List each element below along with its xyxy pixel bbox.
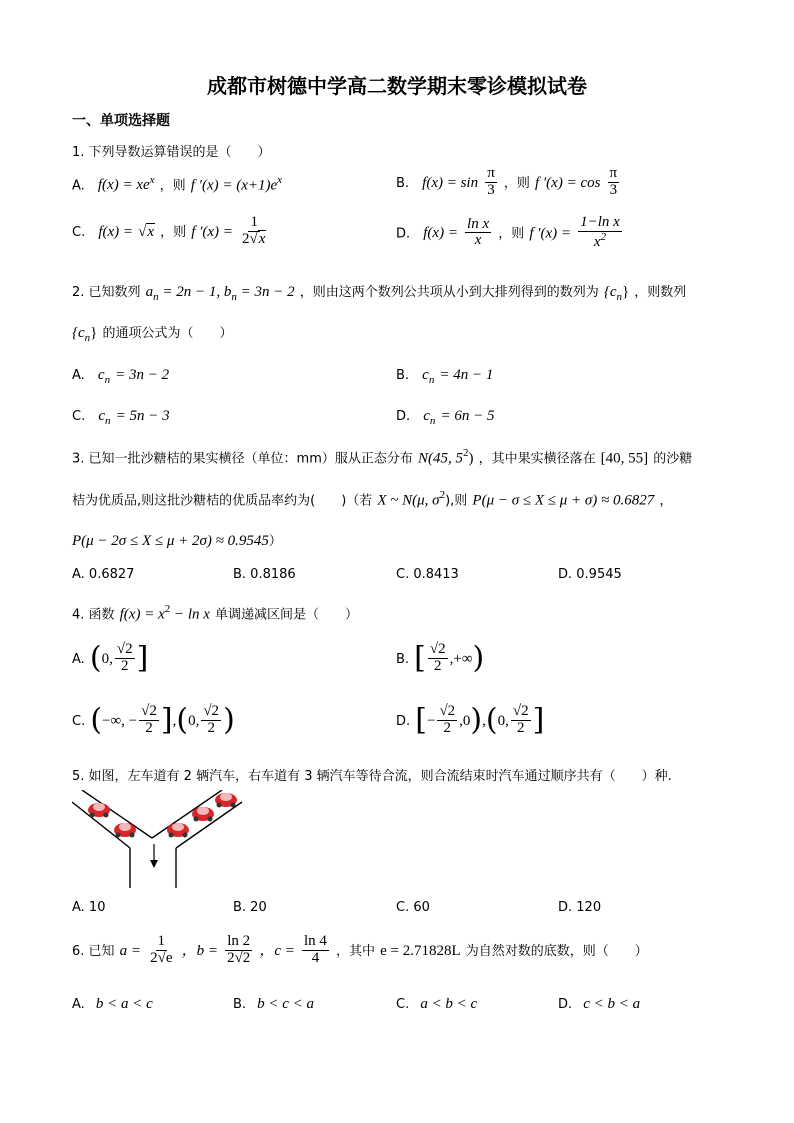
denominator: 3	[609, 181, 618, 198]
numerator: ln 4	[304, 933, 327, 949]
numerator: 1	[157, 933, 166, 949]
q4-option-a: A. (0, $\frac{√2}{2}$ ]	[72, 640, 149, 676]
car-icon	[215, 793, 237, 808]
text: ，则	[498, 226, 525, 242]
question-4-stem	[72, 603, 358, 623]
text: 6. 已知	[72, 943, 115, 959]
q1-option-c: C. f(x) = √x ，则 f ′(x) = $\frac{1}{2√x}$	[72, 215, 270, 248]
option-label: D.	[396, 409, 411, 424]
math: − ln x	[170, 606, 210, 623]
denominator: 2√e	[150, 949, 173, 966]
denominator: 2	[145, 719, 153, 736]
math: P(μ − σ ≤ X ≤ μ + σ) ≈ 0.6827	[472, 492, 655, 509]
math: f(x) =	[98, 223, 133, 240]
sup: 2	[164, 603, 171, 615]
sub: n	[231, 291, 237, 304]
q1-option-a	[72, 174, 282, 194]
car-icon	[88, 803, 110, 818]
text: 的沙糖	[653, 451, 693, 467]
q1-option-d	[396, 215, 624, 251]
math: c	[423, 408, 430, 424]
sqrt: x	[258, 230, 266, 247]
option-label: B.	[396, 368, 410, 383]
text: ，	[659, 493, 673, 509]
math: f(x) = x	[119, 606, 165, 623]
question-1-stem: 1. 下列导数运算错误的是（ ）	[72, 145, 271, 160]
text: 为自然对数的底数，则（ ）	[465, 943, 648, 959]
math: P(μ − 2σ ≤ X ≤ μ + 2σ) ≈ 0.9545	[72, 533, 269, 549]
option-label: B.	[396, 175, 410, 191]
denominator: 4	[311, 949, 320, 966]
text: 4. 函数	[72, 607, 115, 623]
numerator: √2	[116, 641, 133, 657]
numerator: π	[609, 165, 618, 181]
math: a < b < c	[420, 996, 478, 1012]
denominator: 2	[443, 719, 452, 736]
math: }	[622, 284, 630, 300]
fraction	[437, 704, 457, 737]
fraction	[115, 642, 135, 675]
q6-option-d	[558, 993, 640, 1013]
sub: n	[616, 291, 622, 304]
math: f ′(x) =	[191, 223, 233, 240]
text: 2. 已知数列	[72, 285, 141, 300]
den-x: x	[593, 233, 601, 250]
text: 单调递减区间是（ ）	[215, 607, 359, 623]
text: ，则由这两个数列公共项从小到大排列得到的数列为	[299, 285, 599, 300]
page-title: 成都市树德中学高二数学期末零诊模拟试卷	[207, 74, 587, 98]
math: )	[468, 450, 474, 467]
numerator: √2	[203, 703, 220, 719]
option-label: C.	[72, 409, 86, 424]
math: = 5n − 3	[115, 408, 170, 424]
q6-option-b	[233, 993, 314, 1013]
option-label: C.	[72, 224, 86, 240]
text: ，则	[503, 175, 530, 191]
math: −	[426, 712, 436, 729]
sup: x	[149, 174, 155, 186]
numerator: √2	[141, 703, 157, 719]
question-2-line1	[72, 281, 686, 303]
math: = 4n − 1	[439, 367, 494, 383]
question-6-stem	[72, 934, 648, 967]
question-3-line3	[72, 530, 282, 550]
q6-option-c	[396, 993, 477, 1013]
sub: n	[429, 415, 436, 428]
denominator: 2√x	[242, 230, 266, 247]
question-2-line2	[72, 322, 232, 344]
q4-option-c: C. (−∞, − $\frac{√2}{2}$ ],(0, $\frac{√2}{2}$ )	[72, 702, 235, 738]
math: a	[145, 284, 154, 300]
fraction	[148, 934, 174, 967]
denominator: 2√2	[227, 949, 251, 966]
question-3-line2	[72, 489, 672, 509]
math: 0,	[101, 650, 113, 667]
sqrt: x	[147, 223, 154, 240]
math: X ~ N(μ, σ	[377, 492, 440, 509]
text: ),则	[445, 493, 468, 509]
q4-option-b: B. [ $\frac{√2}{2}$ ,+∞)	[396, 640, 485, 676]
math: c < b < a	[583, 996, 641, 1012]
fraction	[578, 215, 622, 251]
text: ，其中果实横径落在	[478, 451, 596, 467]
denominator: 2	[120, 657, 129, 674]
math: = 3n − 2	[236, 284, 295, 300]
math: c	[422, 367, 429, 383]
denominator	[592, 232, 608, 251]
math: ,+∞	[449, 650, 473, 667]
q2-option-d	[396, 405, 495, 427]
math: c	[97, 367, 105, 383]
math: f(x) = xe	[97, 177, 150, 194]
option-label: B.	[233, 997, 247, 1012]
math: b < c < a	[257, 996, 315, 1012]
text: ）	[268, 534, 282, 549]
numerator: √2	[429, 641, 446, 657]
math: f ′(x) = cos	[534, 174, 601, 191]
option-label: D.	[396, 226, 411, 242]
fraction	[465, 217, 491, 250]
option-label: C.	[72, 713, 86, 729]
option-label: D.	[558, 997, 573, 1012]
option-label: B.	[396, 651, 410, 667]
fraction	[240, 215, 268, 248]
sup: 2	[600, 230, 607, 243]
text: ，其中	[336, 943, 376, 959]
option-label: A.	[72, 178, 85, 194]
denominator: 3	[487, 181, 495, 198]
math: f(x) = sin	[422, 174, 479, 191]
numerator: 1	[250, 214, 258, 230]
math: ，c =	[259, 942, 295, 959]
numerator: 1−ln x	[580, 214, 620, 230]
question-5-stem: 5. 如图，左车道有 2 辆汽车，右车道有 3 辆汽车等待合流，则合流结束时汽车通过顺序共有（ ）种.	[72, 769, 672, 784]
math: b < a < c	[95, 996, 153, 1012]
math: = 6n − 5	[440, 408, 495, 424]
text: 桔为优质品,则这批沙糖桔的优质品率约为( )（若	[72, 493, 373, 509]
fraction	[139, 704, 159, 737]
car-icon	[192, 807, 214, 822]
q2-option-a	[72, 364, 169, 386]
numerator: ln x	[467, 215, 490, 232]
denominator: 2	[433, 657, 442, 674]
math: ，b =	[181, 942, 218, 959]
sub: n	[428, 374, 435, 387]
q3-option-d: D. 0.9545	[558, 567, 622, 582]
denominator: x	[474, 232, 482, 249]
math: {c	[603, 284, 617, 300]
car-icon	[167, 823, 189, 838]
fraction	[428, 642, 448, 675]
numerator: √2	[439, 703, 456, 719]
text: ，则数列	[634, 285, 687, 300]
text: ，则	[160, 224, 187, 240]
fraction	[201, 704, 221, 737]
math: = 3n − 2	[115, 367, 170, 383]
math: e = 2.71828L	[380, 942, 461, 959]
math: = 2n − 1, b	[158, 284, 232, 300]
fraction	[608, 166, 620, 199]
q5-option-b: B. 20	[233, 900, 267, 915]
math: {c	[72, 325, 85, 341]
denominator: 2	[207, 719, 215, 736]
merge-lanes-figure	[72, 790, 252, 890]
q6-option-a	[72, 993, 153, 1013]
math: f ′(x) = (x+1)e	[190, 177, 278, 194]
q2-option-c	[72, 405, 170, 427]
q5-option-a: A. 10	[72, 900, 106, 915]
math: N(45, 5	[417, 450, 463, 467]
q1-option-b	[396, 166, 621, 199]
q2-option-b	[396, 364, 493, 386]
math: c	[98, 408, 105, 424]
math: }	[90, 325, 98, 341]
sup: 2	[439, 489, 446, 501]
option-label: D.	[396, 713, 411, 729]
sub: n	[153, 291, 159, 304]
option-label: C.	[396, 997, 410, 1012]
sup: 2	[462, 447, 469, 459]
math: ,	[482, 712, 486, 729]
math: f ′(x) =	[529, 225, 572, 242]
math: ,	[172, 712, 177, 729]
q5-option-c: C. 60	[396, 900, 430, 915]
fraction	[485, 166, 497, 199]
math: a =	[119, 942, 142, 959]
den-2: 2	[242, 230, 250, 247]
math: 0,	[497, 712, 509, 729]
text: 的通项公式为（ ）	[102, 326, 233, 341]
fraction	[225, 934, 252, 967]
option-label: A.	[72, 651, 85, 667]
q3-option-a: A. 0.6827	[72, 567, 135, 582]
fraction	[302, 934, 329, 967]
q5-option-d: D. 120	[558, 900, 602, 915]
sub: n	[104, 415, 111, 428]
car-icon	[114, 823, 136, 838]
numerator: √2	[512, 703, 529, 719]
numerator: π	[487, 165, 495, 181]
sub: n	[104, 374, 111, 387]
math: −∞, −	[102, 712, 138, 729]
q3-option-c: C. 0.8413	[396, 567, 459, 582]
math: f(x) =	[423, 225, 458, 242]
fraction	[511, 704, 531, 737]
math: ,0	[459, 712, 471, 729]
option-label: A.	[72, 368, 85, 383]
math: [40, 55]	[600, 450, 649, 467]
denominator: 2	[516, 719, 525, 736]
text: 3. 已知一批沙糖桔的果实横径（单位：mm）服从正态分布	[72, 451, 413, 467]
section-heading: 一、单项选择题	[72, 113, 170, 129]
numerator: ln 2	[227, 933, 251, 949]
sub: n	[84, 332, 91, 345]
q3-option-b: B. 0.8186	[233, 567, 296, 582]
math: 0,	[188, 712, 200, 729]
question-3-line1	[72, 447, 692, 467]
text: ，则	[159, 178, 186, 194]
q4-option-d: D. [− $\frac{√2}{2}$ ,0),(0, $\frac{√2}{2}$ ]	[396, 702, 545, 738]
option-label: A.	[72, 997, 85, 1012]
sup: x	[277, 174, 283, 186]
